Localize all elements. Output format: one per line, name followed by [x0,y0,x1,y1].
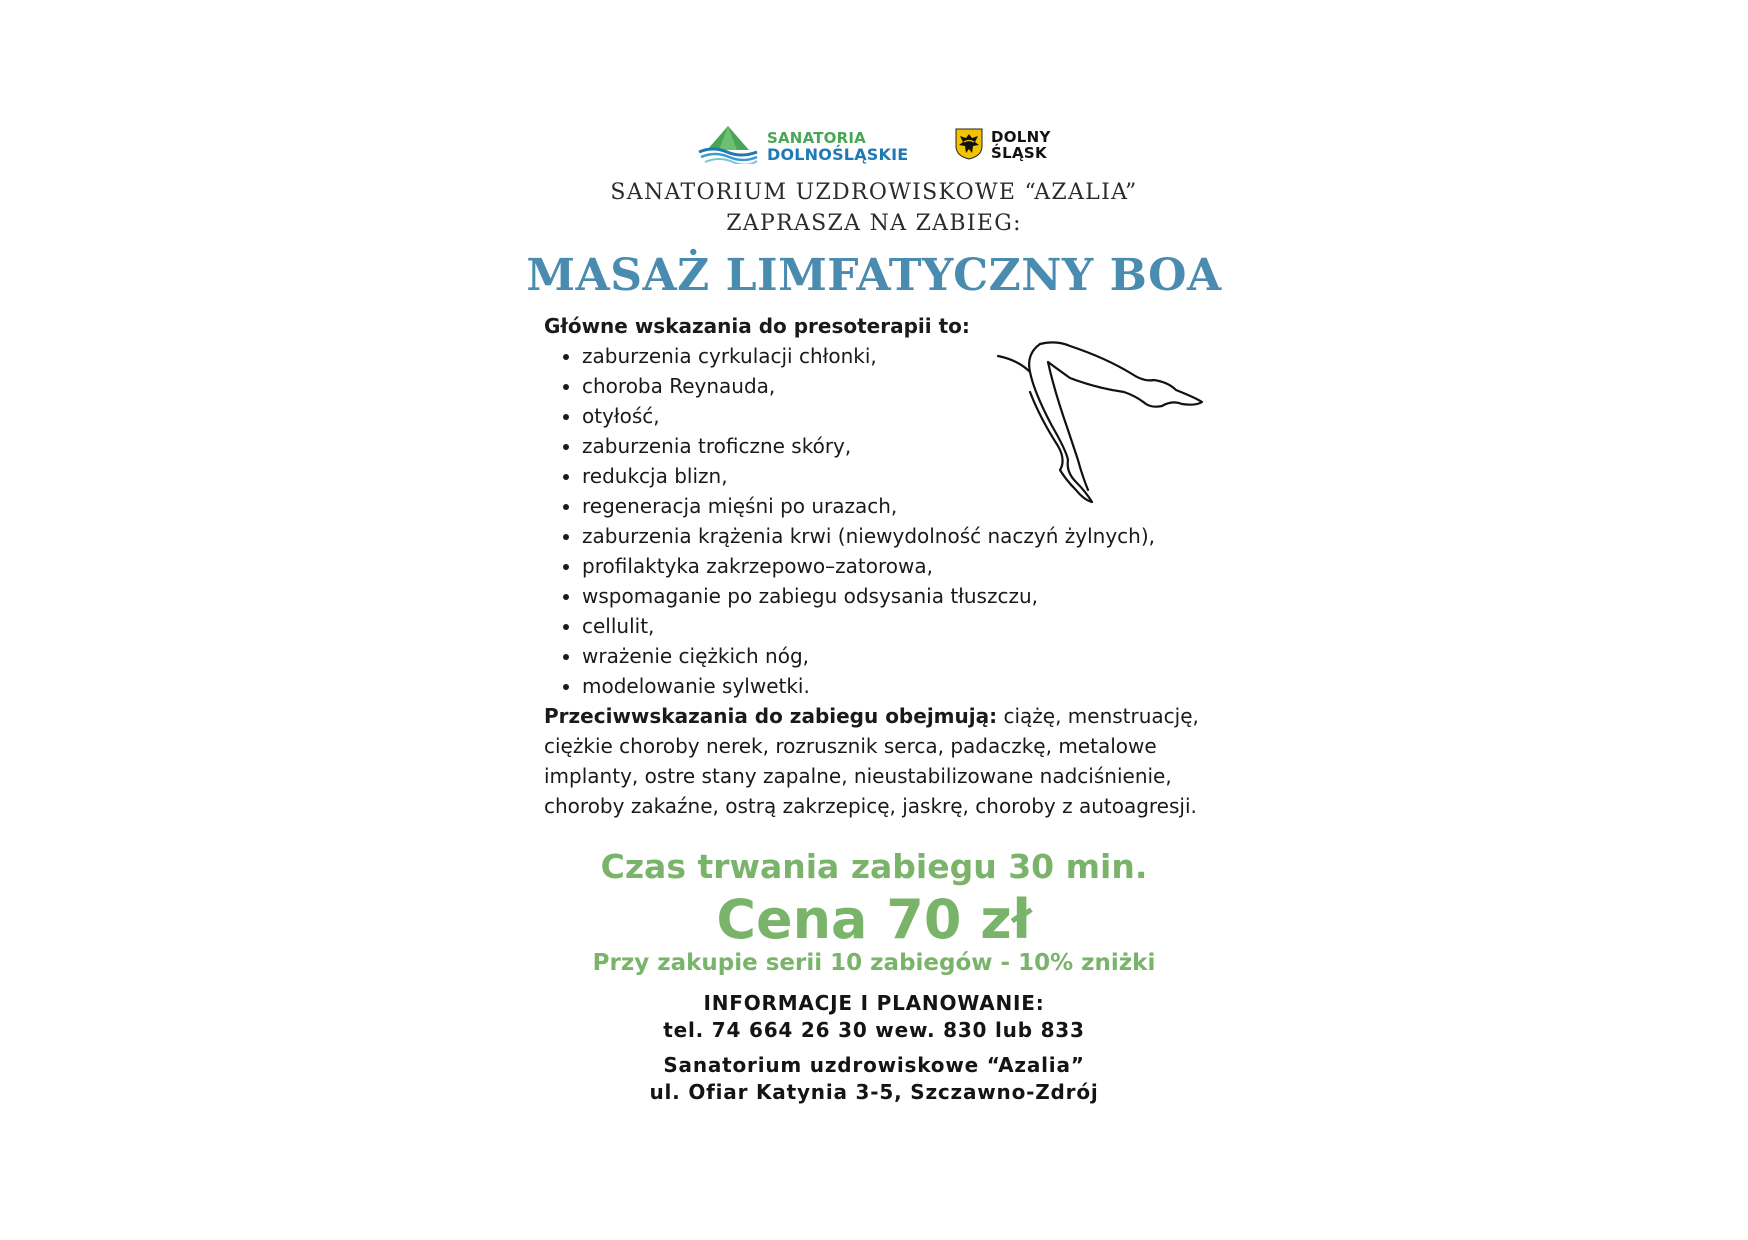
logo-bar [0,120,1748,168]
legs-line-drawing-icon [996,340,1211,505]
logo-text-dolny: DOLNY [991,128,1051,146]
list-item: • zaburzenia krążenia krwi (niewydolność naczyń żylnych), [582,521,1204,551]
page-title: MASAŻ LIMFATYCZNY BOA [526,250,1222,301]
list-item: • redukcja blizn, [582,461,1204,491]
discount-text: Przy zakupie serii 10 zabiegów - 10% zniżki [592,950,1156,976]
list-item: • zaburzenia troficzne skóry, [582,431,1204,461]
contact-heading: INFORMACJE I PLANOWANIE: [703,991,1045,1015]
header-line-2: ZAPRASZA NA ZABIEG: [726,211,1022,236]
contact-info [0,990,1748,1044]
price-text: Cena 70 zł [716,888,1032,951]
indications-heading: Główne wskazania do presoterapii to: [544,314,970,338]
mountain-logo-icon [697,124,759,164]
address-block [0,1052,1748,1106]
list-item: • zaburzenia cyrkulacji chłonki, [582,341,1204,371]
header-line-1: SANATORIUM UZDROWISKOWE “AZALIA” [610,180,1138,205]
list-item: • modelowanie sylwetki. [582,671,1204,701]
contact-phone: tel. 74 664 26 30 wew. 830 lub 833 [663,1018,1085,1042]
list-item: • cellulit, [582,611,1204,641]
eagle-crest-icon [955,128,983,160]
logo-text-slask: ŚLĄSK [991,144,1047,162]
sanatorium-address: ul. Ofiar Katynia 3-5, Szczawno-Zdrój [649,1080,1099,1104]
logo-text-sanatoria: SANATORIA [767,129,866,147]
list-item: • choroba Reynauda, [582,371,1204,401]
sanatoria-dolnoslaskie-logo [697,122,929,166]
contraindications-heading: Przeciwwskazania do zabiegu obejmują: [544,704,998,728]
list-item: • wspomaganie po zabiegu odsysania tłuszczu, [582,581,1204,611]
dolny-slask-logo [955,124,1065,164]
list-item: • regeneracja mięśni po urazach, [582,491,1204,521]
list-item: • otyłość, [582,401,1204,431]
list-item: • wrażenie ciężkich nóg, [582,641,1204,671]
contraindications-text: ciążę, menstruację, ciężkie choroby nerek, rozrusznik serca, padaczkę, metalowe implanty, ostre stany zapalne, nieustabilizowane nadciśnienie, choroby zakaźne, ostrą zakrzepicę, jaskrę, choroby z autoagresji. [544,704,1199,818]
logo-text-dolnoslaskie: DOLNOŚLĄSKIE [767,145,909,164]
contraindications-paragraph [544,701,1204,821]
list-item: • profilaktyka zakrzepowo–zatorowa, [582,551,1204,581]
sanatorium-name: Sanatorium uzdrowiskowe “Azalia” [663,1053,1085,1077]
duration-text: Czas trwania zabiegu 30 min. [600,847,1148,886]
